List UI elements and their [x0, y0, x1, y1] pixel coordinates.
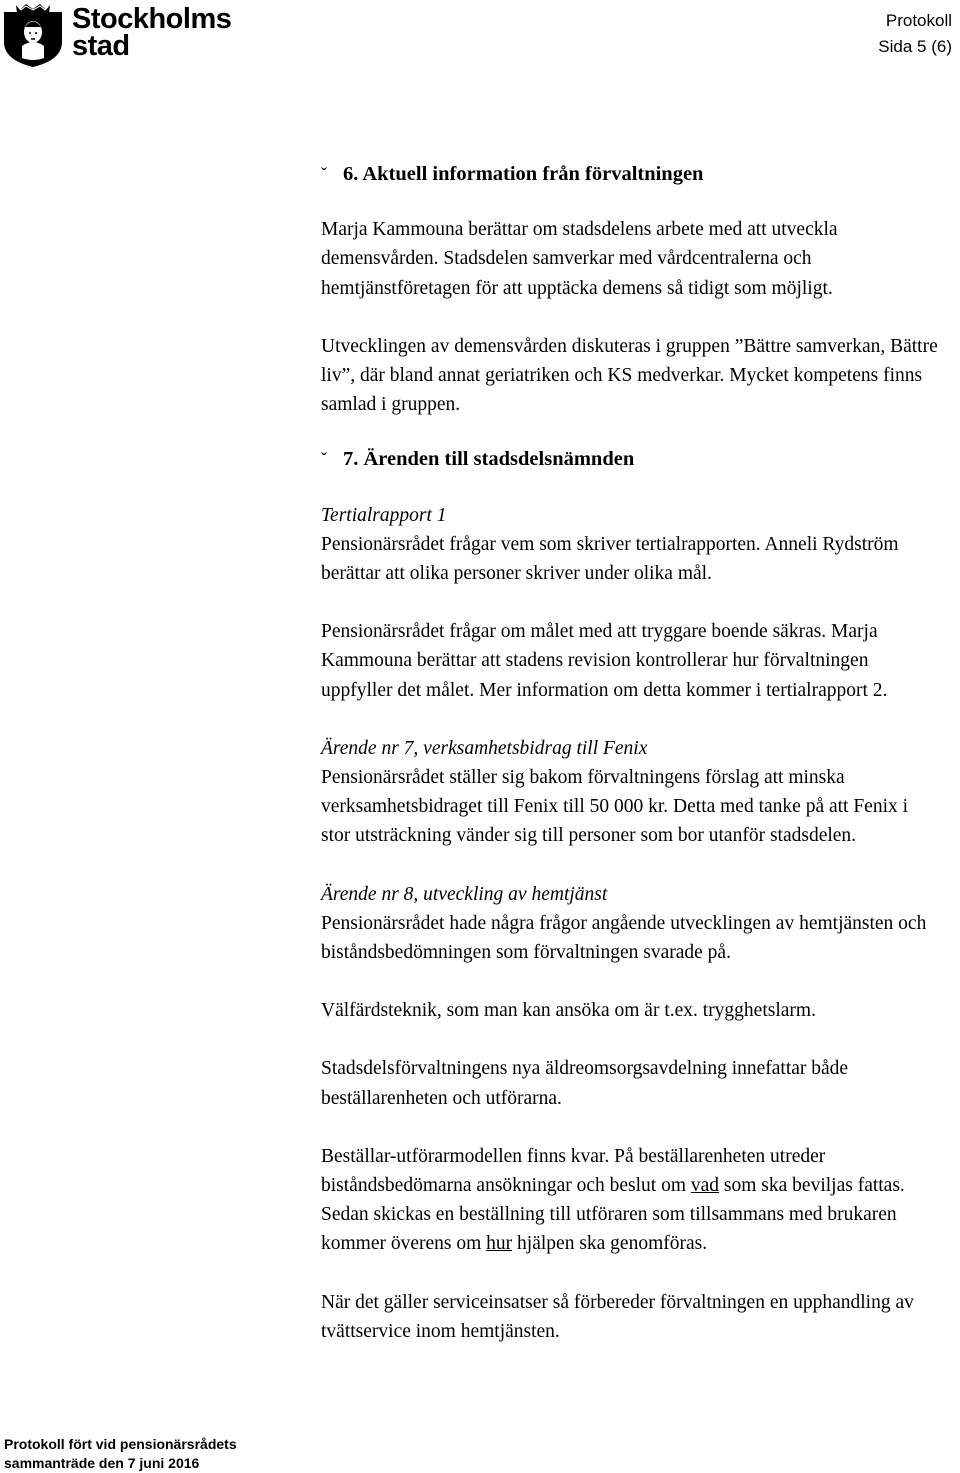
hemtjanst-paragraph-2: Välfärdsteknik, som man kan ansöka om är t.ex. trygghetslarm.: [321, 1000, 816, 1022]
logo-line-1: Stockholms: [72, 3, 232, 35]
section-7-title: 7. Ärenden till stadsdelsnämnden: [343, 448, 635, 471]
hemtjanst-paragraph-5: När det gäller serviceinsatser så förbereder förvaltningen en upphandling av tvättservice inom hemtjänsten.: [321, 1291, 914, 1342]
crown-shield-emblem-icon: [2, 2, 64, 68]
footer-line-2: sammanträde den 7 juni 2016: [4, 1455, 200, 1471]
subsection-title-tertialrapport: Tertialrapport 1: [321, 504, 447, 526]
page-number: Sida 5 (6): [878, 37, 952, 56]
subsection-title-fenix: Ärende nr 7, verksamhetsbidrag till Fenix: [321, 737, 648, 759]
page-footer: [4, 1435, 237, 1473]
section-6-title: 6. Aktuell information från förvaltningen: [343, 163, 704, 185]
logo-line-2: stad: [72, 30, 130, 62]
paragraph-text: hjälpen ska genomföras.: [512, 1233, 708, 1255]
underlined-word-hur: hur: [486, 1233, 513, 1255]
document-header: [878, 8, 952, 60]
subsection-title-hemtjanst: Ärende nr 8, utveckling av hemtjänst: [321, 883, 608, 905]
hemtjanst-paragraph-4: [321, 1142, 941, 1259]
chevron-icon: ˇ: [321, 164, 327, 184]
section-6-heading: [321, 160, 941, 189]
document-body: [321, 160, 941, 1346]
tertialrapport-paragraph-2: Pensionärsrådet frågar om målet med att tryggare boende säkras. Marja Kammouna berättar att stadens revision kontrollerar hur förvaltningen uppfyller det målet. Mer information om detta kommer i tertialrapport 2.: [321, 621, 888, 701]
paragraph-text: som ska beviljas fattas. Sedan skickas en beställning till utföraren som tillsammans med brukaren kommer överens om: [321, 1175, 905, 1255]
stockholms-stad-logo: [2, 2, 232, 68]
hemtjanst-paragraph-1: Pensionärsrådet hade några frågor angående utvecklingen av hemtjänsten och biståndsbedömningen som förvaltningen svarade på.: [321, 912, 927, 964]
chevron-icon: ˇ: [321, 449, 327, 470]
underlined-word-vad: vad: [690, 1175, 720, 1197]
section-7-heading: [321, 445, 941, 474]
document-type: Protokoll: [885, 11, 952, 30]
tertialrapport-paragraph-1: Pensionärsrådet frågar vem som skriver tertialrapporten. Anneli Rydström berättar att olika personer skriver under olika mål.: [321, 533, 899, 585]
footer-line-1: Protokoll fört vid pensionärsrådets: [4, 1436, 237, 1452]
hemtjanst-paragraph-3: Stadsdelsförvaltningens nya äldreomsorgsavdelning innefattar både beställarenheten och utförarna.: [321, 1058, 849, 1109]
section-6-paragraph-1: Marja Kammouna berättar om stadsdelens arbete med att utveckla demensvården. Stadsdelen samverkar med vårdcentralerna och hemtjänstföretagen för att upptäcka demens så tidigt som möjligt.: [321, 219, 838, 299]
paragraph-text: Beställar-utförarmodellen finns kvar. På beställarenheten utreder biståndsbedömarna ansökningar och beslut om: [321, 1145, 826, 1197]
fenix-paragraph: Pensionärsrådet ställer sig bakom förvaltningens förslag att minska verksamhetsbidraget till Fenix till 50 000 kr. Detta med tanke på att Fenix i stor utsträckning vänder sig till personer som bor utanför stadsdelen.: [321, 767, 909, 847]
logo-wordmark: [72, 3, 232, 62]
section-6-paragraph-2: Utvecklingen av demensvården diskuteras i gruppen ”Bättre samverkan, Bättre liv”, där bland annat geriatriken och KS medverkar. Mycket kompetens finns samlad i gruppen.: [321, 335, 938, 416]
